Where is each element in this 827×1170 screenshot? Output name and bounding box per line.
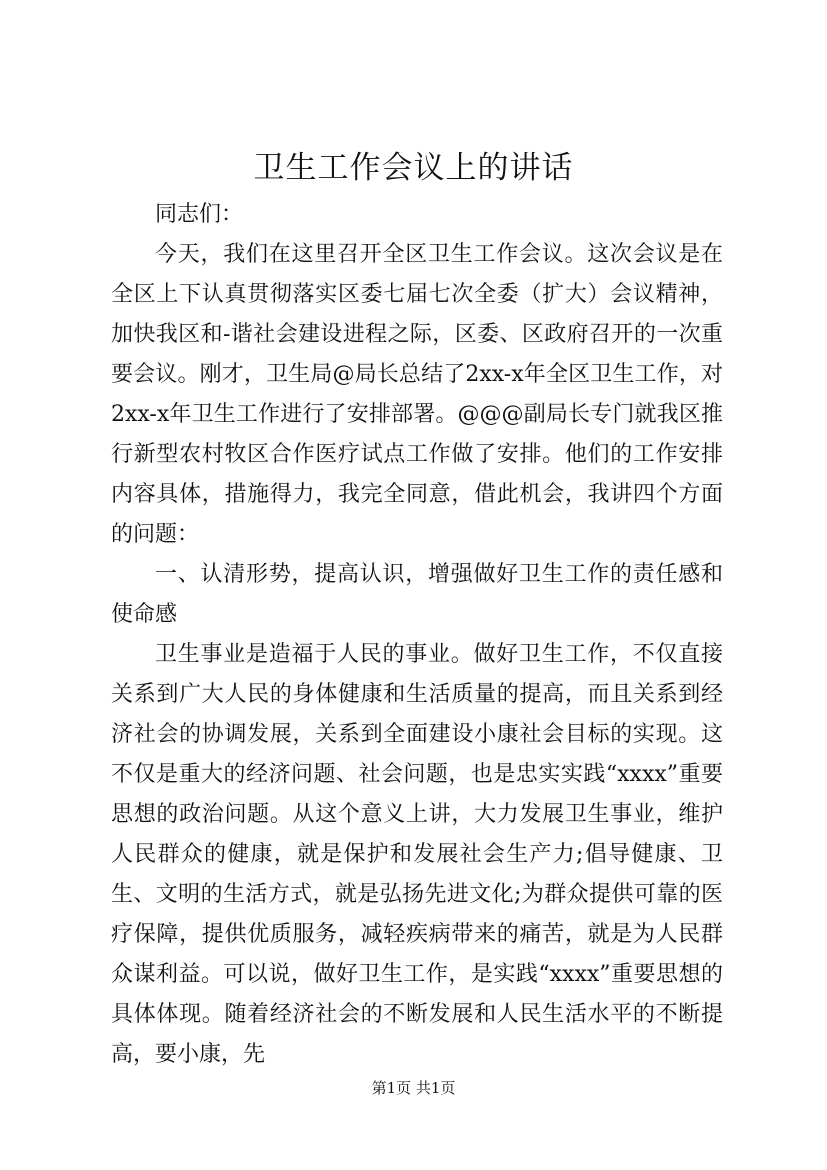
document-body bbox=[111, 195, 723, 1075]
paragraph-intro: 今天，我们在这里召开全区卫生工作会议。这次会议是在全区上下认真贯彻落实区委七届七次全委（扩大）会议精神，加快我区和-谐社会建设进程之际，区委、区政府召开的一次重要会议。刚才，卫生局@局长总结了2xx-x年全区卫生工作，对2xx-x年卫生工作进行了安排部署。@@@副局长专门就我区推行新型农村牧区合作医疗试点工作做了安排。他们的工作安排内容具体，措施得力，我完全同意，借此机会，我讲四个方面的问题： bbox=[111, 242, 723, 547]
section-heading-1: 一、认清形势，提高认识，增强做好卫生工作的责任感和使命感 bbox=[111, 562, 723, 627]
page-number-footer: 第1页 共1页 bbox=[371, 1079, 456, 1097]
paragraph-section-1: 卫生事业是造福于人民的事业。做好卫生工作，不仅直接关系到广大人民的身体健康和生活质量的提高，而且关系到经济社会的协调发展，关系到全面建设小康社会目标的实现。这不仅是重大的经济问题、社会问题，也是忠实实践“xxxx”重要思想的政治问题。从这个意义上讲，大力发展卫生事业，维护人民群众的健康，就是保护和发展社会生产力;倡导健康、卫生、文明的生活方式，就是弘扬先进文化;为群众提供可靠的医疗保障，提供优质服务，减轻疾病带来的痛苦，就是为人民群众谋利益。可以说，做好卫生工作，是实践“xxxx”重要思想的具体体现。随着经济社会的不断发展和人民生活水平的不断提高，要小康，先 bbox=[111, 642, 723, 1067]
document-title: 卫生工作会议上的讲话 bbox=[253, 150, 574, 186]
salutation: 同志们： bbox=[155, 202, 244, 227]
